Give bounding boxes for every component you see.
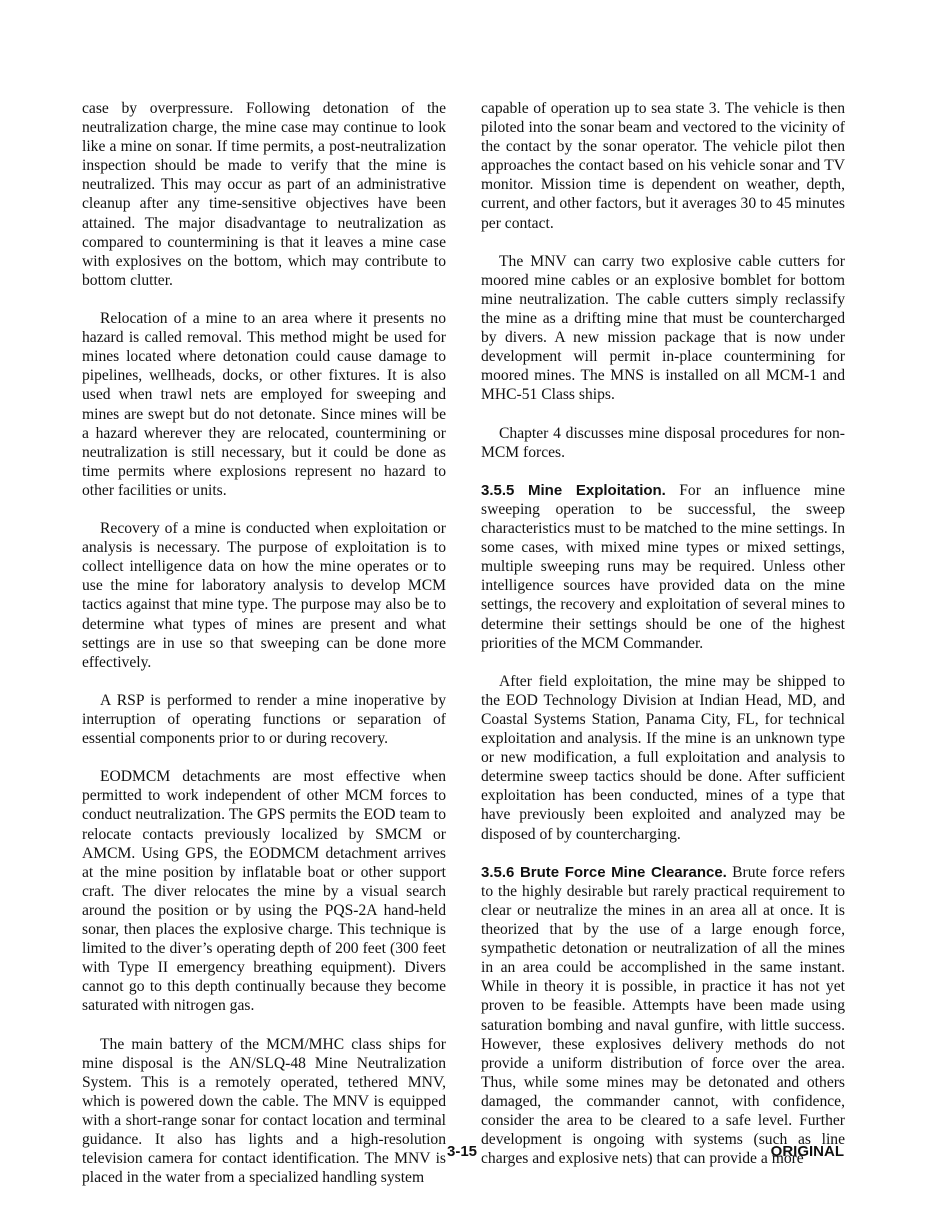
paragraph-main-battery: The main battery of the MCM/MHC class ships for mine disposal is the AN/SLQ-48 Mine Neutralization System. This is a remotely operated, tethered MNV, which is powered down the cable. The MNV is equipped with a short-range sonar for contact location and terminal guidance. It also has lights and a high-resolution television camera for contact identification. The MNV is placed in the water from a specialized handling system (82, 1035, 446, 1187)
section-heading-3-5-5: 3.5.5 Mine Exploitation. (481, 481, 666, 499)
section-body-3-5-5: For an influence mine sweeping operation to be successful, the sweep characteristics must to be matched to the mine settings. In some cases, with mixed mine types or mixed settings, multiple sweeping runs may be required. Unless other intelligence sources have provided data on the mine settings, the recovery and exploitation of several mines to determine their settings should be one of the highest priorities of the MCM Commander. (481, 481, 845, 652)
right-column (481, 99, 845, 1187)
paragraph-chapter-4: Chapter 4 discusses mine disposal procedures for non-MCM forces. (481, 424, 845, 461)
left-column (82, 99, 446, 1206)
paragraph-rsp: A RSP is performed to render a mine inoperative by interruption of operating functions or separation of essential components prior to or during recovery. (82, 691, 446, 748)
paragraph-recovery: Recovery of a mine is conducted when exploitation or analysis is necessary. The purpose of exploitation is to collect intelligence data on how the mine operates or to use the mine for laboratory analysis to develop MCM tactics against that mine type. The purpose may also be to determine what types of mines are present and what settings are in use so that sweeping can be done more effectively. (82, 520, 446, 671)
page-number: 3-15 (447, 1143, 478, 1160)
paragraph-mnv-cutters: The MNV can carry two explosive cable cutters for moored mine cables or an explosive bomblet for bottom mine neutralization. The cable cutters simply reclassify the mine as a drifting mine that must be countercharged by divers. A new mission package that is now under development will permit in-place countermining for moored mines. The MNS is installed on all MCM-1 and MHC-51 Class ships. (481, 252, 845, 404)
paragraph-overpressure: case by overpressure. Following detonation of the neutralization charge, the mine case may continue to look like a mine on sonar. If time permits, a post-neutralization inspection should be made to verify that the mine is neutralized. This may occur as part of an administrative cleanup after any time-sensitive objectives have been attained. The major disadvantage to neutralization as compared to countermining is that it leaves a mine case with explosives on the bottom, which may contribute to bottom clutter. (82, 100, 446, 289)
section-body-3-5-6: Brute force refers to the highly desirable but rarely practical requirement to clear or neutralize the mines in an area all at once. It is theorized that by the use of a large enough force, sympathetic detonation or neutralization of all the mines in an area could be accomplished in the same instant. While in theory it is possible, in practice it has not yet proven to be feasible. Attempts have been made using saturation bombing and naval gunfire, with little success. However, these explosives delivery methods do not provide a uniform distribution of force over the area. Thus, while some mines may be detonated and others damaged, the commander cannot, with confidence, consider the area to be cleared to a safe level. Further development is ongoing with systems (such as line charges and explosive nets) that can provide a more (481, 863, 845, 1168)
section-mine-exploitation (481, 481, 845, 653)
paragraph-relocation: Relocation of a mine to an area where it presents no hazard is called removal. This method might be used for mines located where detonation could cause damage to pipelines, wellheads, docks, or other fixtures. It is also used when trawl nets are employed for sweeping and mines are swept but do not detonate. Since mines will be a hazard wherever they are relocated, countermining or neutralization is still necessary, but it could be done as time permits where explosions represent no hazard to other facilities or units. (82, 310, 446, 499)
section-brute-force (481, 863, 845, 1169)
paragraph-sea-state: capable of operation up to sea state 3. The vehicle is then piloted into the sonar beam and vectored to the vicinity of the contact by the sonar operator. The vehicle pilot then approaches the contact based on his vehicle sonar and TV monitor. Mission time is dependent on weather, depth, current, and other factors, but it averages 30 to 45 minutes per contact. (481, 100, 845, 232)
paragraph-field-exploitation: After field exploitation, the mine may be shipped to the EOD Technology Division at Indian Head, MD, and Coastal Systems Station, Panama City, FL, for technical exploitation and analysis. If the mine is an unknown type or new modification, a full exploitation and analysis to determine sweep tactics should be done. After sufficient exploitation has been conducted, mines of a type that have previously been exploited and analyzed may be disposed of by countercharging. (481, 672, 845, 843)
paragraph-eodmcm: EODMCM detachments are most effective when permitted to work independent of other MCM forces to conduct neutralization. The GPS permits the EOD team to relocate contacts previously localized by SMCM or AMCM. Using GPS, the EODMCM detachment arrives at the mine position by inflatable boat or other support craft. The diver relocates the mine by a visual search around the position or by using the PQS-2A hand-held sonar, then places the explosive charge. This technique is limited to the diver’s operating depth of 200 feet (300 feet with Type II emergency breathing equipment). Divers cannot go to this depth continually because they become saturated with nitrogen gas. (82, 768, 446, 1015)
section-heading-3-5-6: 3.5.6 Brute Force Mine Clearance. (481, 863, 727, 881)
document-status: ORIGINAL (770, 1143, 844, 1160)
